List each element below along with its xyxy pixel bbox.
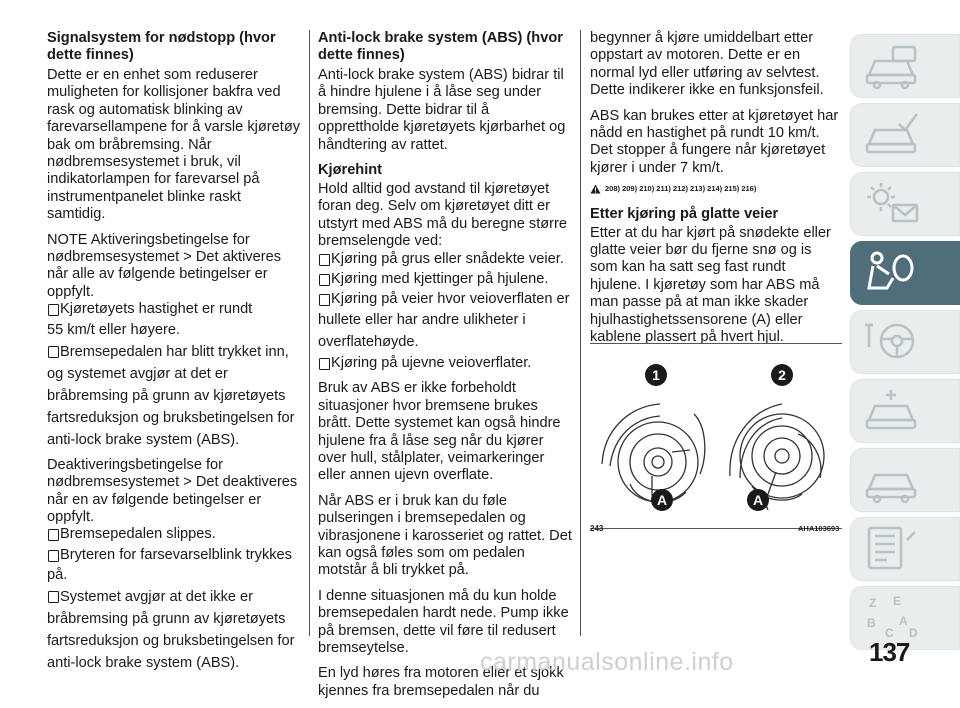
watermark: carmanualsonline.info: [480, 648, 734, 676]
svg-text:D: D: [909, 626, 918, 640]
tab-getting-started[interactable]: [850, 103, 960, 167]
bullet-no-emergency-cont-2: fartsreduksjon og bruksbetingelsen for: [47, 633, 295, 650]
bullet-brake-cont-4: anti-lock brake system (ABS).: [47, 431, 240, 448]
heading-abs: Anti-lock brake system (ABS) (hvor dette finnes): [318, 30, 563, 63]
index-alphabet-icon: [863, 593, 923, 643]
bullet-rough-roads: Kjøring på ujevne veioverflater.: [318, 355, 574, 372]
bullet-no-emergency-cont-1: bråbremsing på grunn av kjøretøyets: [47, 611, 286, 628]
paragraph-abs-sound: En lyd høres fra motoren eller et sjokk kjennes fra bremsepedalen når du: [318, 665, 564, 699]
page-number: 137: [869, 637, 910, 667]
paragraph-abs-pulsing: Når ABS er i bruk kan du føle pulseringen i bremsepedalen og vibrasjonene i karosseriet og rattet. Det kan også føles som om pedalen motstår å bli trykket på.: [318, 492, 572, 579]
tab-dashboard[interactable]: [850, 34, 960, 98]
tab-specifications[interactable]: [850, 517, 960, 581]
figure-label-a-right: [747, 489, 769, 511]
svg-text:A: A: [752, 492, 764, 508]
svg-text:B: B: [867, 616, 876, 630]
column-divider-2: [580, 30, 581, 636]
bullet-no-emergency-cont-3: anti-lock brake system (ABS).: [47, 655, 240, 672]
svg-text:A: A: [899, 614, 908, 628]
figure-number: 243: [590, 524, 604, 533]
emergency-car-icon: [863, 386, 923, 436]
airbag-safety-icon: [863, 248, 923, 298]
paragraph-abs-speed: ABS kan brukes etter at kjøretøyet har nådd en hastighet på rundt 10 km/t. Det stopper å fungere når kjøretøyet kjører i under 7 km/t.: [590, 107, 839, 176]
reference-numbers: 208) 209) 210) 211) 212) 213) 214) 215) 216): [605, 184, 757, 194]
paragraph-deactivation-note: Deaktiveringsbetingelse for nødbremsesystemet > Det deaktiveres når en av følgende betingelser er oppfylt.: [47, 456, 298, 525]
figure-code: AHA103693: [798, 524, 840, 533]
bullet-no-emergency: Systemet avgjør at det ikke er: [47, 586, 303, 608]
column-divider-1: [309, 30, 310, 636]
figure-label-1: [645, 364, 667, 386]
paragraph-emergency-intro: Dette er en enhet som reduserer muligheten for kollisjoner bakfra ved rask og automatisk blinking av farevarsellampene for å varsle kjøretøy bak om bråbremsing. Når nødbremsesystemet i bruk, vil indikatorlampen for farevarsel på instrumentpanelet blinke raskt samtidig.: [47, 67, 301, 223]
specifications-list-icon: [863, 524, 923, 574]
warning-triangle-icon: [590, 184, 601, 194]
bullet-chains: Kjøring med kjettinger på hjulene.: [318, 271, 574, 288]
tab-driving[interactable]: [850, 310, 960, 374]
bullet-hazard-cont: på.: [47, 567, 68, 584]
bullet-uneven-cont-1: hullete eller har andre ulikheter i: [318, 311, 526, 328]
bullet-uneven-cont-2: overflatehøyde.: [318, 333, 419, 350]
warning-lights-icon: [863, 179, 923, 229]
bullet-uneven-surface: Kjøring på veier hvor veioverflaten er: [318, 291, 574, 308]
paragraph-driving-hint: Hold alltid god avstand til kjøretøyet foran deg. Selv om kjøretøyet ditt er utstyrt med ABS må du beregne større bremselengde ved:: [318, 181, 568, 250]
figure-label-2: [771, 364, 793, 386]
paragraph-abs-usage: Bruk av ABS er ikke forbeholdt situasjoner hvor bremsene brukes brått. Dette systemet kan også hindre hjulene fra å låse seg når du kjører over hull, stålplater, veimarkeringer eller annen ujevn overflate.: [318, 380, 561, 484]
bullet-brake-pressed: Bremsepedalen har blitt trykket inn,: [47, 341, 303, 363]
paragraph-slippery-roads: Etter at du har kjørt på snødekte eller glatte veier bør du fjerne snø og is som kan ha satt seg fast rundt hjulene. I kjøretøy som har ABS må man passe på at man ikke skader hjulhastighetssensorene (A) eller kablene plassert på hvert hjul.: [590, 224, 831, 346]
column-abs-continued: [590, 30, 840, 355]
bullet-brake-cont-1: og systemet avgjør at det er: [47, 365, 228, 382]
bullet-speed-cont: 55 km/t eller høyere.: [47, 321, 181, 338]
bullet-pedal-released: Bremsepedalen slippes.: [47, 526, 303, 543]
svg-text:C: C: [885, 626, 894, 640]
column-abs: [318, 30, 574, 708]
tab-warning-lights[interactable]: [850, 172, 960, 236]
wheel-sensor-illustration: [590, 344, 842, 530]
paragraph-activation-note: NOTE Aktiveringsbetingelse for nødbremsesystemet > Det aktiveres når alle av følgende betingelser er oppfylt.: [47, 231, 281, 300]
paragraph-abs-hold-pedal: I denne situasjonen må du kun holde bremsepedalen hardt nede. Pump ikke på bremsen, dette vil føre til redusert bremseytelse.: [318, 587, 569, 656]
steering-wheel-icon: [863, 317, 923, 367]
svg-text:1: 1: [652, 367, 660, 383]
warning-references: [590, 180, 840, 197]
tab-emergency[interactable]: [850, 379, 960, 443]
bullet-speed: Kjøretøyets hastighet er rundt: [47, 301, 303, 318]
tab-maintenance[interactable]: [850, 448, 960, 512]
paragraph-self-test: begynner å kjøre umiddelbart etter oppstart av motoren. Dette er en normal lyd eller utføring av selvtest. Dette indikerer ikke en funksjonsfeil.: [590, 30, 824, 99]
figure-label-a-left: [651, 489, 673, 511]
car-dashboard-icon: [863, 41, 923, 91]
bullet-brake-cont-2: bråbremsing på grunn av kjøretøyets: [47, 387, 286, 404]
bullet-hazard-switch: Bryteren for farsevarselblink trykkes: [47, 547, 303, 564]
heading-slippery-roads: Etter kjøring på glatte veier: [590, 205, 779, 222]
svg-text:2: 2: [778, 367, 786, 383]
column-emergency-stop: [47, 30, 303, 674]
car-check-icon: [863, 110, 923, 160]
svg-text:E: E: [893, 594, 902, 608]
heading-emergency-stop: Signalsystem for nødstopp (hvor dette finnes): [47, 30, 276, 63]
subheading-driving-hints: Kjørehint: [318, 162, 383, 179]
svg-text:A: A: [656, 492, 668, 508]
bullet-brake-cont-3: fartsreduksjon og bruksbetingelsen for: [47, 409, 295, 426]
bullet-gravel: Kjøring på grus eller snådekte veier.: [318, 251, 574, 268]
wheel-sensor-figure: [590, 343, 842, 529]
paragraph-abs-intro: Anti-lock brake system (ABS) bidrar til å hindre hjulene i å låse seg under bremsing. Dette bidrar til å opprettholde kjøretøyets kjørbarhet og håndtering av rattet.: [318, 67, 566, 153]
svg-text:Z: Z: [869, 596, 877, 610]
maintenance-car-icon: [863, 455, 923, 505]
tab-safety[interactable]: [850, 241, 960, 305]
